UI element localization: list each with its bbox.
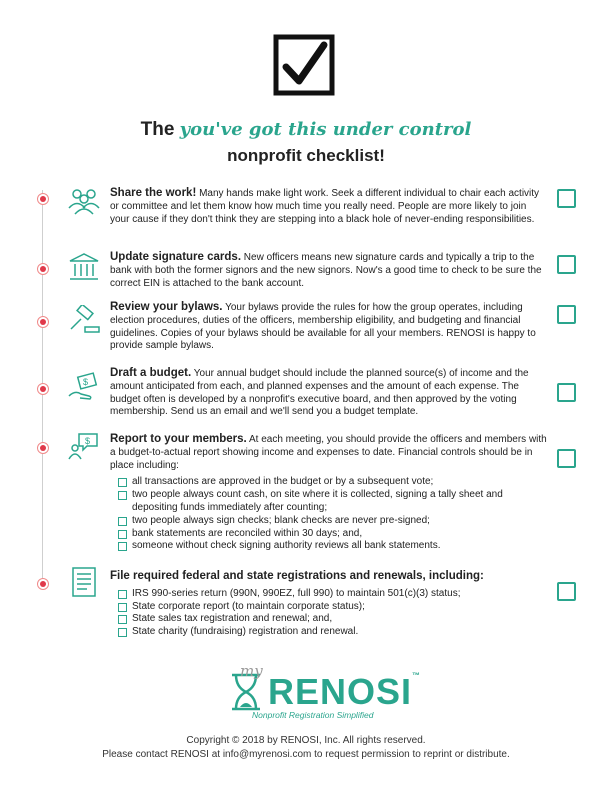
money-hand-icon <box>67 372 101 402</box>
trademark: ™ <box>412 671 422 680</box>
section-share-work <box>110 187 548 226</box>
title-prefix: The <box>140 119 175 140</box>
section-body: New officers means new signature cards and typically a trip to the bank with both the former signors and the new signors. Now's a good time to check to be sure the correct EIN is attached to the bank account. <box>110 252 542 289</box>
timeline-dot <box>37 316 49 328</box>
svg-text:$: $ <box>83 377 89 387</box>
section-report <box>110 433 548 553</box>
list-item[interactable]: State corporate report (to maintain corporate status); <box>118 601 548 614</box>
svg-text:$: $ <box>85 436 91 446</box>
footer-copyright: Copyright © 2018 by RENOSI, Inc. All rights reserved. <box>186 735 426 746</box>
timeline-dot <box>37 383 49 395</box>
timeline-dot <box>37 263 49 275</box>
section-body: At each meeting, you should provide the officers and members with a budget-to-actual report showing income and expenses to date. Financial controls should be in place including: <box>110 434 547 471</box>
list-item[interactable]: State charity (fundraising) registration and renewal. <box>118 626 548 639</box>
registrations-list <box>110 588 548 639</box>
list-item[interactable]: two people always count cash, on site where it is collected, signing a tally sheet and depositing funds immediately after counting; <box>118 489 548 515</box>
section-heading: Share the work! <box>110 187 197 199</box>
section-heading: File required federal and state registrations and renewals, including: <box>110 570 484 582</box>
section-heading: Report to your members. <box>110 433 247 445</box>
logo-name <box>268 671 421 713</box>
checkbox[interactable] <box>557 255 576 274</box>
checkbox[interactable] <box>557 383 576 402</box>
section-bylaws <box>110 301 548 353</box>
timeline-dot <box>37 578 49 590</box>
section-signature-cards <box>110 251 548 290</box>
list-item[interactable]: someone without check signing authority reviews all bank statements. <box>118 540 548 553</box>
checkbox[interactable] <box>557 305 576 324</box>
page-title <box>0 119 612 141</box>
section-heading: Review your bylaws. <box>110 301 223 313</box>
list-item[interactable]: IRS 990-series return (990N, 990EZ, full 990) to maintain 501(c)(3) status; <box>118 588 548 601</box>
section-heading: Draft a budget. <box>110 367 192 379</box>
chat-dollar-icon <box>67 431 101 461</box>
timeline-dot <box>37 193 49 205</box>
list-item[interactable]: State sales tax registration and renewal; and, <box>118 613 548 626</box>
list-item[interactable]: two people always sign checks; blank checks are never pre-signed; <box>118 515 548 528</box>
logo-text: RENOSI <box>268 671 413 712</box>
timeline-dot <box>37 442 49 454</box>
document-list-icon <box>67 567 101 597</box>
section-budget <box>110 367 548 419</box>
section-body: Many hands make light work. Seek a different individual to chair each activity or committee and let them know how much time you really need. People are more likely to join your cause if they don't think they are stepping into a black hole of never-ending responsibilities. <box>110 188 540 225</box>
title-script: you've got this under control <box>179 119 472 140</box>
page-subtitle: nonprofit checklist! <box>227 146 385 165</box>
people-icon <box>67 186 101 216</box>
section-body: Your bylaws provide the rules for how the group operates, including election procedures, duties of the officers, membership eligibility, and budgeting and financial guidelines. Copies of your bylaws should be available for all your members. RENOSI is happy to provide sample bylaws. <box>110 302 536 352</box>
section-body: Your annual budget should include the planned source(s) of income and the amount anticipated from each, and planned expenses and the amount of each expense. The budget often is developed by a nonprofit's executive board, and then approved by the voting membership. Send us an email and we'll send you a budget template. <box>110 368 529 418</box>
list-item[interactable]: bank statements are reconciled within 30 days; and, <box>118 528 548 541</box>
list-item[interactable]: all transactions are approved in the budget or by a subsequent vote; <box>118 476 548 489</box>
section-registrations <box>110 570 548 639</box>
controls-list <box>110 476 548 553</box>
checkbox[interactable] <box>557 582 576 601</box>
logo-tagline: Nonprofit Registration Simplified <box>252 710 374 720</box>
section-heading: Update signature cards. <box>110 251 242 263</box>
footer-contact: Please contact RENOSI at info@myrenosi.com to request permission to reprint or distribute. <box>102 749 510 760</box>
gavel-icon <box>67 305 101 335</box>
checkmark-box-icon <box>272 33 336 97</box>
bank-icon <box>67 252 101 282</box>
checkbox[interactable] <box>557 449 576 468</box>
logo-my: my <box>240 662 263 680</box>
checkbox[interactable] <box>557 189 576 208</box>
